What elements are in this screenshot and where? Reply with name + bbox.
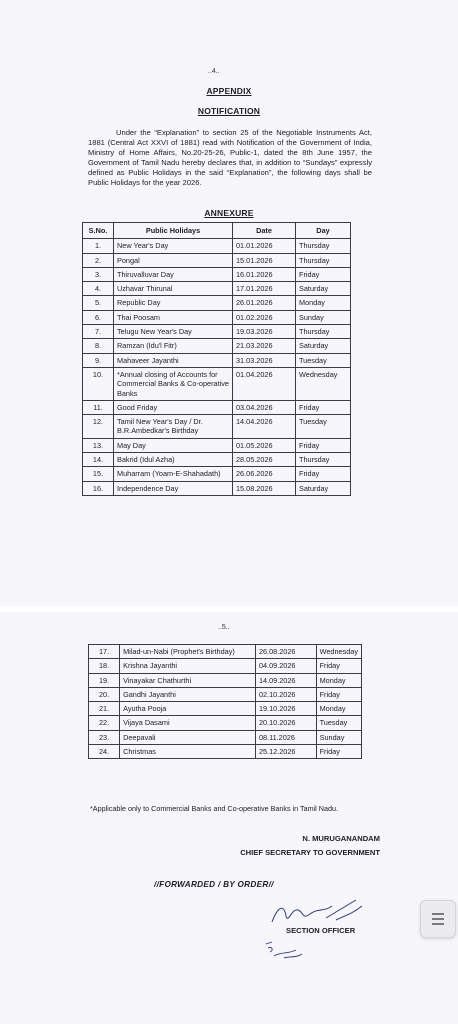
cell-sno: 2. bbox=[83, 253, 114, 267]
cell-sno: 18. bbox=[89, 659, 120, 673]
page-number: ..5.. bbox=[218, 624, 230, 631]
cell-holiday: New Year's Day bbox=[114, 239, 233, 253]
cell-day: Monday bbox=[316, 673, 361, 687]
cell-day: Monday bbox=[296, 296, 351, 310]
cell-date: 08.11.2026 bbox=[255, 730, 316, 744]
cell-day: Wednesday bbox=[296, 367, 351, 400]
table-row bbox=[83, 296, 351, 310]
cell-day: Tuesday bbox=[316, 716, 361, 730]
table-row bbox=[83, 239, 351, 253]
cell-holiday: May Day bbox=[114, 438, 233, 452]
table-row bbox=[89, 730, 362, 744]
cell-date: 01.02.2026 bbox=[233, 310, 296, 324]
cell-day: Sunday bbox=[316, 730, 361, 744]
cell-date: 19.10.2026 bbox=[255, 702, 316, 716]
cell-sno: 15. bbox=[83, 467, 114, 481]
cell-sno: 23. bbox=[89, 730, 120, 744]
table-row bbox=[83, 367, 351, 400]
signatory-title: CHIEF SECRETARY TO GOVERNMENT bbox=[240, 848, 380, 857]
cell-holiday: *Annual closing of Accounts for Commercial Banks & Co-operative Banks bbox=[114, 367, 233, 400]
cell-holiday: Vinayakar Chathurthi bbox=[120, 673, 256, 687]
cell-sno: 10. bbox=[83, 367, 114, 400]
cell-holiday: Gandhi Jayanthi bbox=[120, 687, 256, 701]
notification-heading: NOTIFICATION bbox=[197, 106, 261, 116]
cell-holiday: Thai Poosam bbox=[114, 310, 233, 324]
table-row bbox=[89, 687, 362, 701]
cell-date: 15.01.2026 bbox=[233, 253, 296, 267]
cell-holiday: Republic Day bbox=[114, 296, 233, 310]
cell-day: Friday bbox=[316, 687, 361, 701]
table-row bbox=[83, 400, 351, 414]
cell-sno: 20. bbox=[89, 687, 120, 701]
cell-day: Friday bbox=[316, 659, 361, 673]
table-row bbox=[83, 325, 351, 339]
cell-holiday: Vijaya Dasami bbox=[120, 716, 256, 730]
cell-sno: 24. bbox=[89, 745, 120, 759]
cell-day: Friday bbox=[296, 467, 351, 481]
signatory-name: N. MURUGANANDAM bbox=[302, 834, 380, 843]
holiday-table bbox=[82, 222, 351, 496]
cell-date: 16.01.2026 bbox=[233, 267, 296, 281]
cell-sno: 19. bbox=[89, 673, 120, 687]
cell-day: Thursday bbox=[296, 253, 351, 267]
cell-sno: 12. bbox=[83, 415, 114, 439]
forwarded-by-order: //FORWARDED / BY ORDER// bbox=[154, 880, 274, 889]
cell-holiday: Uzhavar Thirunal bbox=[114, 282, 233, 296]
cell-date: 25.12.2026 bbox=[255, 745, 316, 759]
table-row bbox=[89, 716, 362, 730]
notification-text: Under the “Explanation” to section 25 of the Negotiable Instruments Act, 1881 (Central Act XXVI of 1881) read with Notification of the Government of India, Ministry of Home Affairs, No.20-25-26, Public-1, dated the 8th June 1957, the Government of Tamil Nadu hereby declares that, in addition to “Sundays” expressly defined as Public Holidays in the said “Explanation”, the following days shall be Public Holidays for the year 2026. bbox=[88, 128, 372, 187]
table-row bbox=[89, 659, 362, 673]
cell-holiday: Thiruvalluvar Day bbox=[114, 267, 233, 281]
cell-day: Saturday bbox=[296, 481, 351, 495]
cell-date: 21.03.2026 bbox=[233, 339, 296, 353]
handwritten-initials bbox=[262, 938, 306, 962]
cell-date: 26.08.2026 bbox=[255, 645, 316, 659]
floating-menu-button[interactable] bbox=[420, 900, 456, 938]
cell-sno: 16. bbox=[83, 481, 114, 495]
cell-sno: 14. bbox=[83, 453, 114, 467]
cell-holiday: Krishna Jayanthi bbox=[120, 659, 256, 673]
cell-date: 01.04.2026 bbox=[233, 367, 296, 400]
table-row bbox=[83, 339, 351, 353]
table-row bbox=[83, 481, 351, 495]
cell-day: Tuesday bbox=[296, 415, 351, 439]
cell-day: Sunday bbox=[296, 310, 351, 324]
cell-day: Saturday bbox=[296, 282, 351, 296]
table-row bbox=[83, 467, 351, 481]
cell-date: 20.10.2026 bbox=[255, 716, 316, 730]
cell-sno: 7. bbox=[83, 325, 114, 339]
column-header-date: Date bbox=[233, 223, 296, 239]
cell-holiday: Pongal bbox=[114, 253, 233, 267]
cell-sno: 3. bbox=[83, 267, 114, 281]
footnote: *Applicable only to Commercial Banks and Co-operative Banks in Tamil Nadu. bbox=[90, 804, 338, 813]
table-row bbox=[83, 253, 351, 267]
cell-date: 04.09.2026 bbox=[255, 659, 316, 673]
cell-date: 14.09.2026 bbox=[255, 673, 316, 687]
handwritten-signature bbox=[266, 896, 366, 930]
table-row bbox=[83, 438, 351, 452]
column-header-sno: S.No. bbox=[83, 223, 114, 239]
cell-sno: 22. bbox=[89, 716, 120, 730]
table-row bbox=[83, 415, 351, 439]
cell-date: 26.06.2026 bbox=[233, 467, 296, 481]
annexure-heading: ANNEXURE bbox=[204, 208, 254, 218]
cell-sno: 17. bbox=[89, 645, 120, 659]
cell-date: 17.01.2026 bbox=[233, 282, 296, 296]
table-header-row bbox=[83, 223, 351, 239]
cell-holiday: Ayutha Pooja bbox=[120, 702, 256, 716]
cell-sno: 4. bbox=[83, 282, 114, 296]
table-row bbox=[89, 745, 362, 759]
cell-sno: 8. bbox=[83, 339, 114, 353]
cell-date: 14.04.2026 bbox=[233, 415, 296, 439]
cell-holiday: Telugu New Year's Day bbox=[114, 325, 233, 339]
column-header-holiday: Public Holidays bbox=[114, 223, 233, 239]
menu-lines-icon bbox=[432, 913, 444, 915]
cell-holiday: Deepavali bbox=[120, 730, 256, 744]
appendix-heading: APPENDIX bbox=[206, 86, 252, 96]
table-row bbox=[83, 453, 351, 467]
cell-sno: 1. bbox=[83, 239, 114, 253]
cell-date: 19.03.2026 bbox=[233, 325, 296, 339]
cell-date: 31.03.2026 bbox=[233, 353, 296, 367]
cell-day: Friday bbox=[316, 745, 361, 759]
cell-day: Friday bbox=[296, 267, 351, 281]
cell-holiday: Milad-un-Nabi (Prophet's Birthday) bbox=[120, 645, 256, 659]
cell-holiday: Tamil New Year's Day / Dr. B.R.Ambedkar's Birthday bbox=[114, 415, 233, 439]
cell-day: Tuesday bbox=[296, 353, 351, 367]
cell-day: Monday bbox=[316, 702, 361, 716]
cell-day: Thursday bbox=[296, 325, 351, 339]
cell-holiday: Ramzan (Idu'l Fitr) bbox=[114, 339, 233, 353]
cell-holiday: Independence Day bbox=[114, 481, 233, 495]
table-row bbox=[83, 353, 351, 367]
cell-sno: 11. bbox=[83, 400, 114, 414]
cell-date: 26.01.2026 bbox=[233, 296, 296, 310]
cell-date: 03.04.2026 bbox=[233, 400, 296, 414]
notification-paragraph bbox=[88, 128, 372, 188]
cell-holiday: Bakrid (Idul Azha) bbox=[114, 453, 233, 467]
page-number: ..4.. bbox=[208, 68, 220, 75]
table-row bbox=[89, 673, 362, 687]
cell-holiday: Christmas bbox=[120, 745, 256, 759]
cell-day: Wednesday bbox=[316, 645, 361, 659]
cell-sno: 9. bbox=[83, 353, 114, 367]
table-row bbox=[83, 267, 351, 281]
cell-sno: 21. bbox=[89, 702, 120, 716]
table-row bbox=[83, 282, 351, 296]
cell-holiday: Muharram (Yoam-E-Shahadath) bbox=[114, 467, 233, 481]
cell-day: Thursday bbox=[296, 453, 351, 467]
cell-day: Saturday bbox=[296, 339, 351, 353]
cell-holiday: Good Friday bbox=[114, 400, 233, 414]
cell-day: Thursday bbox=[296, 239, 351, 253]
cell-sno: 13. bbox=[83, 438, 114, 452]
cell-sno: 6. bbox=[83, 310, 114, 324]
cell-date: 01.05.2026 bbox=[233, 438, 296, 452]
table-row bbox=[89, 702, 362, 716]
table-row bbox=[83, 310, 351, 324]
column-header-day: Day bbox=[296, 223, 351, 239]
cell-holiday: Mahaveer Jayanthi bbox=[114, 353, 233, 367]
cell-date: 28.05.2026 bbox=[233, 453, 296, 467]
cell-sno: 5. bbox=[83, 296, 114, 310]
cell-date: 02.10.2026 bbox=[255, 687, 316, 701]
table-row bbox=[89, 645, 362, 659]
cell-date: 15.08.2026 bbox=[233, 481, 296, 495]
section-officer-label: SECTION OFFICER bbox=[286, 926, 356, 935]
cell-date: 01.01.2026 bbox=[233, 239, 296, 253]
holiday-table-continued bbox=[88, 644, 362, 759]
cell-day: Friday bbox=[296, 400, 351, 414]
cell-day: Friday bbox=[296, 438, 351, 452]
